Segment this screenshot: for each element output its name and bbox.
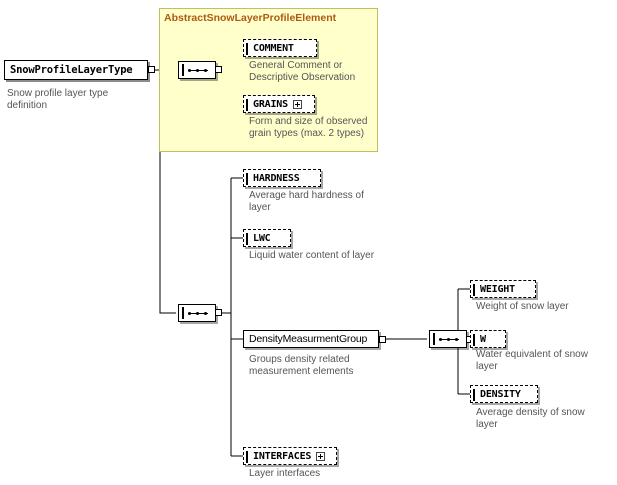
- root-element-label: SnowProfileLayerType: [10, 64, 133, 76]
- sequence-group-connector-square: [215, 66, 222, 73]
- element-w-description: Water equivalent of snow layer: [476, 349, 588, 372]
- element-grains[interactable]: [243, 95, 315, 113]
- expand-plus-icon[interactable]: [316, 452, 325, 461]
- element-hardness-label: HARDNESS: [253, 172, 300, 184]
- element-density[interactable]: [470, 385, 538, 403]
- sequence-compositor-group[interactable]: [178, 61, 216, 79]
- element-interfaces-description: Layer interfaces: [249, 468, 321, 479]
- element-grains-description: Form and size of observed grain types (max. 2 types): [249, 116, 368, 139]
- element-weight-description: Weight of snow layer: [476, 301, 569, 312]
- element-hardness-description: Average hard hardness of layer: [249, 190, 364, 213]
- group-reference-label: DensityMeasurmentGroup: [249, 333, 368, 345]
- element-density-description: Average density of snow layer: [476, 407, 585, 430]
- group-reference-density-measurment-group[interactable]: [243, 330, 379, 348]
- element-comment-description: General Comment or Descriptive Observation: [249, 60, 356, 83]
- element-interfaces-label: INTERFACES: [253, 450, 312, 462]
- element-lwc-label: LWC: [253, 232, 271, 244]
- element-weight[interactable]: [470, 280, 536, 298]
- sequence-compositor-main[interactable]: [178, 304, 216, 322]
- element-w[interactable]: [470, 330, 506, 348]
- element-lwc-description: Liquid water content of layer: [249, 250, 375, 261]
- element-w-label: W: [480, 333, 486, 345]
- element-hardness[interactable]: [243, 169, 321, 187]
- root-connector-square: [148, 66, 155, 73]
- expand-plus-icon[interactable]: [293, 100, 302, 109]
- element-interfaces[interactable]: [243, 447, 337, 465]
- element-weight-label: WEIGHT: [480, 283, 515, 295]
- element-lwc[interactable]: [243, 229, 291, 247]
- element-comment-label: COMMENT: [253, 42, 294, 54]
- element-grains-label: GRAINS: [253, 98, 288, 110]
- element-comment[interactable]: [243, 39, 317, 57]
- sequence-compositor-density[interactable]: [429, 330, 467, 348]
- element-density-label: DENSITY: [480, 388, 521, 400]
- group-reference-description: Groups density related measurement elements: [249, 354, 354, 377]
- group-title: AbstractSnowLayerProfileElement: [164, 12, 337, 24]
- density-group-connector-square: [379, 336, 386, 343]
- root-element-snow-profile-layer-type[interactable]: [4, 60, 148, 80]
- sequence-main-connector-square: [215, 309, 222, 316]
- root-element-description: Snow profile layer type definition: [7, 88, 109, 111]
